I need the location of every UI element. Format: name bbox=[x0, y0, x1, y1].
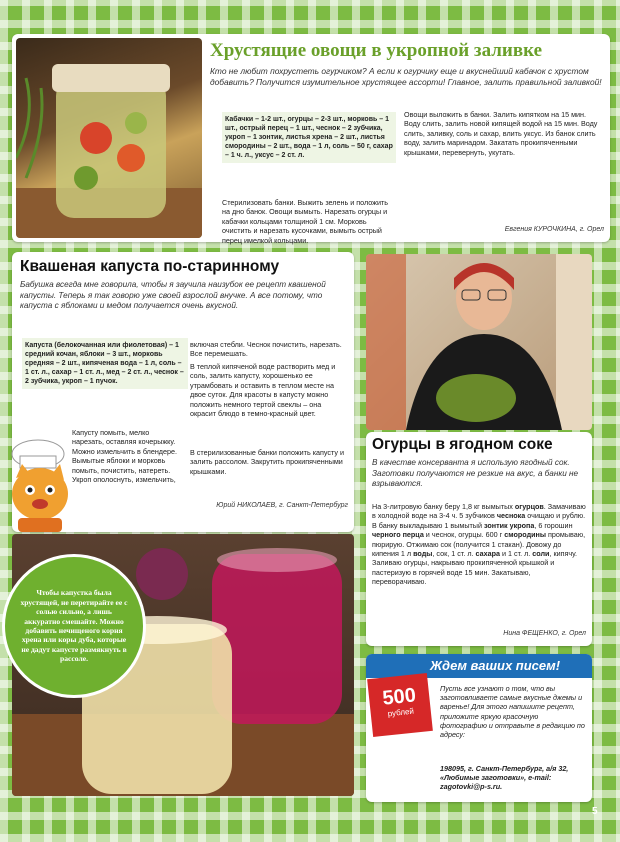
article1-title: Хрустящие овощи в укропной заливке bbox=[210, 40, 543, 61]
promo-box bbox=[366, 654, 592, 802]
tip-circle bbox=[2, 554, 146, 698]
article1-step2: Овощи выложить в банки. Залить кипятком на 15 мин. Воду слить, залить новой кипящей водой на 15 мин. Воду слить, заливку, соль и сахар, влить уксус. Из банок слить воду, залить маринадом. Закатать прокипяченными крышками, перевернуть, укутать. bbox=[404, 110, 598, 157]
money-badge-unit: рублей bbox=[387, 706, 415, 719]
article2-step4: В стерилизованные банки положить капусту и залить рассолом. Закрутить прокипяченными крышками. bbox=[190, 448, 344, 476]
ingredient-garlic: чеснока bbox=[496, 511, 526, 521]
article1-intro: Кто не любит похрустеть огурчиком? А если к огурчику еще и вкуснейший кабачок с хрустом добавить? Получится изумительное хрустящее ассорти! Главное, залить правильной заливкой! bbox=[210, 66, 602, 87]
article2-ingredients-box bbox=[22, 338, 188, 389]
ingredient-currants: смородины bbox=[504, 530, 547, 540]
article3-text: очищаю и рублю. В банку выкладываю 1 вымытый bbox=[372, 511, 586, 530]
article3-text: и чеснок, огурцы. 600 г bbox=[423, 530, 505, 540]
article2-step3: В теплой кипяченой воде растворить мед и соль, залить капусту, хорошенько ее утрамбовать и оставить в теплом месте на двое суток. Для красоты в капусту можно положить немного тертой свеклы – она окрасит блюдо в темно-красный цвет. bbox=[190, 362, 336, 419]
article3-body bbox=[372, 502, 586, 587]
article1-ingredients-box bbox=[222, 112, 396, 163]
article3-signature: Нина ФЕЩЕНКО, г. Орел bbox=[503, 630, 586, 637]
cat-chef-mascot bbox=[4, 434, 84, 534]
money-badge bbox=[367, 673, 433, 737]
article3-text: промываю, пюрирую. Отжимаю сок (получится 1 стакан). Довожу до кипения 1 л bbox=[372, 530, 586, 559]
article2-signature: Юрий НИКОЛАЕВ, г. Санкт-Петербург bbox=[216, 502, 348, 509]
woman-with-pickles-photo bbox=[366, 254, 592, 430]
page-number: 5 bbox=[592, 806, 598, 817]
jar-illustration bbox=[16, 38, 202, 238]
promo-address: 198095, г. Санкт-Петербург, а/я 32, «Любимые заготовки», e-mail: zagotovki@p-s.ru. bbox=[440, 764, 569, 792]
ingredient-pepper: черного перца bbox=[372, 530, 424, 540]
article-crispy-vegetables bbox=[12, 34, 610, 245]
article3-text: , сок, 1 ст. л. bbox=[432, 549, 476, 559]
ingredient-water: воды bbox=[413, 549, 433, 559]
article2-step1: Капусту помыть, мелко нарезать, оставляя кочерыжку. Можно измельчить в блендере. Вымытые яблоки и морковь помыть, почистить, натереть. Укроп ополоснуть, измельчить, bbox=[72, 428, 177, 485]
article3-text: На 3-литровую банку беру 1,8 кг вымытых bbox=[372, 502, 515, 511]
article2-ingredients: Капуста (белокочанная или фиолетовая) – 1 средний кочан, яблоки – 3 шт., морковь средняя – 2 шт., кипяченая вода – 1 л, соль – 1 ст. л., сахар – 1 ст. л., мед – 2 ст. л., чеснок – 2 зубчика, укроп – 1 пучок. bbox=[25, 342, 184, 385]
article1-signature: Евгения КУРОЧКИНА, г. Орел bbox=[504, 226, 604, 233]
ingredient-salt: соли bbox=[532, 549, 550, 559]
pickled-vegetables-photo bbox=[16, 38, 202, 238]
article3-text: . Замачиваю в холодной воде на 3-4 ч. 5 зубчиков bbox=[372, 502, 586, 521]
ingredient-cucumbers: огурцов bbox=[514, 502, 544, 511]
article2-step2: включая стебли. Чеснок почистить, нарезать. Все перемешать. bbox=[190, 340, 342, 359]
article-berry-pickles bbox=[366, 432, 592, 646]
ingredient-sugar: сахара bbox=[475, 549, 500, 559]
money-badge-amount: 500 bbox=[381, 684, 417, 710]
article3-intro: В качестве консерванта я использую ягодный сок. Заготовки получаются не резкие на вкус, а банки не взрываются. bbox=[372, 458, 579, 489]
article3-title: Огурцы в ягодном соке bbox=[372, 436, 553, 453]
article3-text: и 1 ст. л. bbox=[499, 549, 533, 559]
promo-text: Пусть все узнают о том, что вы заготовливаете самые вкусные джемы и варенье! Для этого напишите рецепт, приложите яркую красочную фотографию и отправьте в редакцию по адресу: bbox=[440, 684, 585, 740]
article3-text: , 6 горошин bbox=[534, 520, 573, 530]
article2-intro: Бабушка всегда мне говорила, чтобы я заучила наизубок ее рецепт квашеной капусты. Теперь я так говорю уже своей взрослой внучке. А все потому, что капуста с яблоками и медом получается очень вкусной. bbox=[20, 280, 326, 311]
article1-ingredients: Кабачки – 1-2 шт., огурцы – 2-3 шт., морковь – 1 шт., острый перец – 1 шт., чеснок – 2 зубчика, укроп – 1 зонтик, листья хрена – 2 шт., листья смородины – 2 шт., вода – 1 л, соль – 50 г, сахар – 1 ч. л., уксус – 2 ст. л. bbox=[225, 116, 393, 159]
ingredient-dill: зонтик укропа bbox=[483, 520, 535, 530]
article2-title: Квашеная капуста по-старинному bbox=[20, 258, 280, 275]
promo-header bbox=[366, 654, 592, 678]
article1-step1: Стерилизовать банки. Выжить зелень и положить на дно банок. Овощи вымыть. Нарезать огурцы и кабачки кольцами толщиной 1 см. Морковь очистить и нарезать кусочками, вымыть острый перец имелкой кольцами. bbox=[222, 198, 388, 245]
tip-text: Чтобы капустка была хрустящей, не перетирайте ее с солью сильно, а лишь аккуратно смешайте. Можно добавить нечищеного корня хрена или коры дуба, которые не дадут капусте размякнуть в рассоле. bbox=[20, 588, 128, 664]
article3-text: , кипячу. Заливаю огурцы, накрываю прокипяченной крышкой и пастеризую в горячей воде 15 мин. Закатываю, переворачиваю. bbox=[372, 549, 578, 587]
promo-title: Ждем ваших писем! bbox=[430, 658, 561, 673]
portrait-illustration bbox=[366, 254, 592, 430]
